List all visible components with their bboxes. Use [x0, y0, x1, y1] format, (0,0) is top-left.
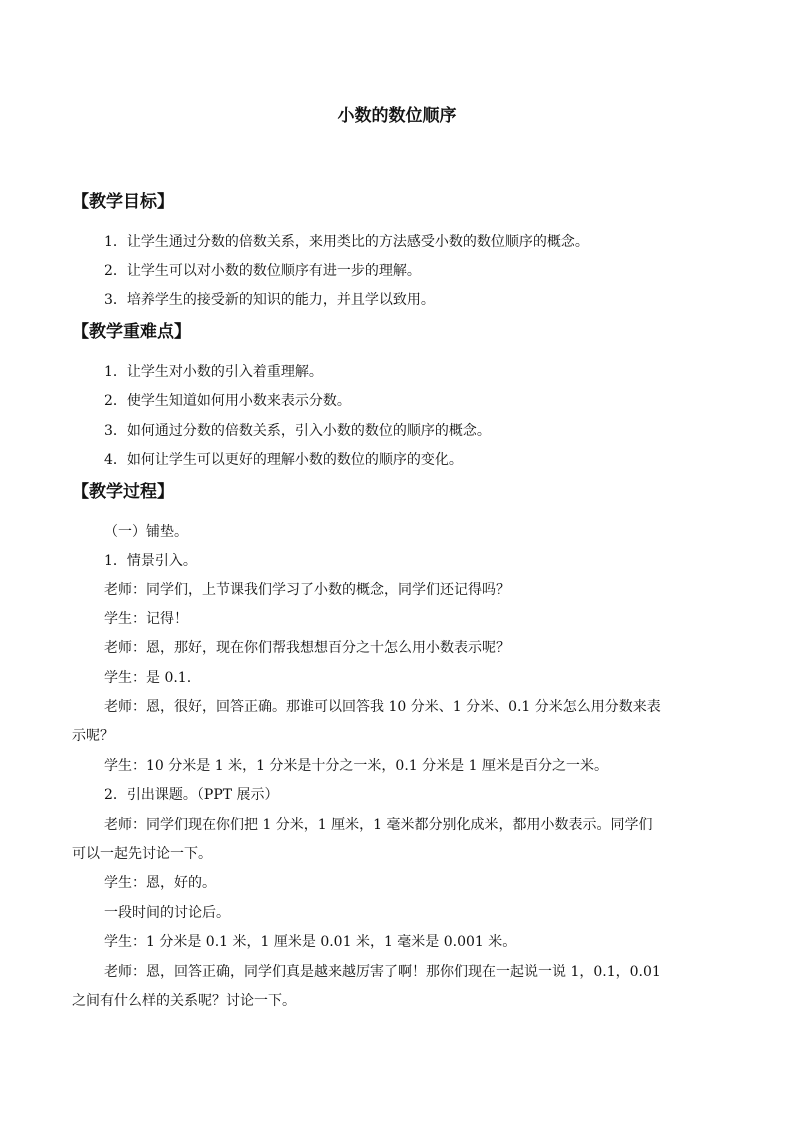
process-line: 学生：1 分米是 0.1 米，1 厘米是 0.01 米，1 毫米是 0.001 米。	[104, 934, 517, 950]
goal-item-2: 2．让学生可以对小数的数位顺序有进一步的理解。	[104, 263, 421, 279]
keypoint-item-1: 1．让学生对小数的引入着重理解。	[104, 364, 323, 380]
process-line: 老师：恩，很好，回答正确。那谁可以回答我 10 分米、1 分米、0.1 分米怎么用分数来表	[104, 699, 661, 715]
keypoint-item-3: 3．如何通过分数的倍数关系，引入小数的数位的顺序的概念。	[104, 423, 491, 439]
heading-key-points: 【教学重难点】	[72, 322, 191, 342]
process-line: 1．情景引入。	[104, 553, 197, 569]
process-line: 老师：同学们，上节课我们学习了小数的概念，同学们还记得吗？	[104, 582, 510, 598]
goal-item-3: 3．培养学生的接受新的知识的能力，并且学以致用。	[104, 292, 435, 308]
heading-teaching-process: 【教学过程】	[72, 482, 174, 502]
document-title: 小数的数位顺序	[337, 106, 457, 126]
keypoint-item-4: 4．如何让学生可以更好的理解小数的数位的顺序的变化。	[104, 452, 463, 468]
goal-item-1: 1．让学生通过分数的倍数关系，来用类比的方法感受小数的数位顺序的概念。	[104, 234, 589, 250]
process-line: 示呢？	[72, 728, 114, 744]
process-line: 可以一起先讨论一下。	[72, 846, 212, 862]
keypoint-item-2: 2．使学生知道如何用小数来表示分数。	[104, 393, 351, 409]
process-line: 学生：恩，好的。	[104, 875, 216, 891]
process-line: 学生：是 0.1.	[104, 670, 192, 686]
process-line: 学生：10 分米是 1 米，1 分米是十分之一米，0.1 分米是 1 厘米是百分之一米。	[104, 758, 608, 774]
process-line: 之间有什么样的关系呢？讨论一下。	[72, 993, 296, 1009]
process-line: 老师：恩，那好，现在你们帮我想想百分之十怎么用小数表示呢？	[104, 640, 510, 656]
process-line: 一段时间的讨论后。	[104, 905, 230, 921]
heading-teaching-goals: 【教学目标】	[72, 192, 174, 212]
process-line: 2．引出课题。（PPT 展示）	[104, 787, 279, 803]
process-line: 学生：记得！	[104, 611, 188, 627]
process-line: （一）铺垫。	[104, 524, 188, 540]
process-line: 老师：恩，回答正确，同学们真是越来越厉害了啊！那你们现在一起说一说 1，0.1，0.01	[104, 964, 661, 980]
process-line: 老师：同学们现在你们把 1 分米，1 厘米，1 毫米都分别化成米，都用小数表示。同学们	[104, 817, 653, 833]
